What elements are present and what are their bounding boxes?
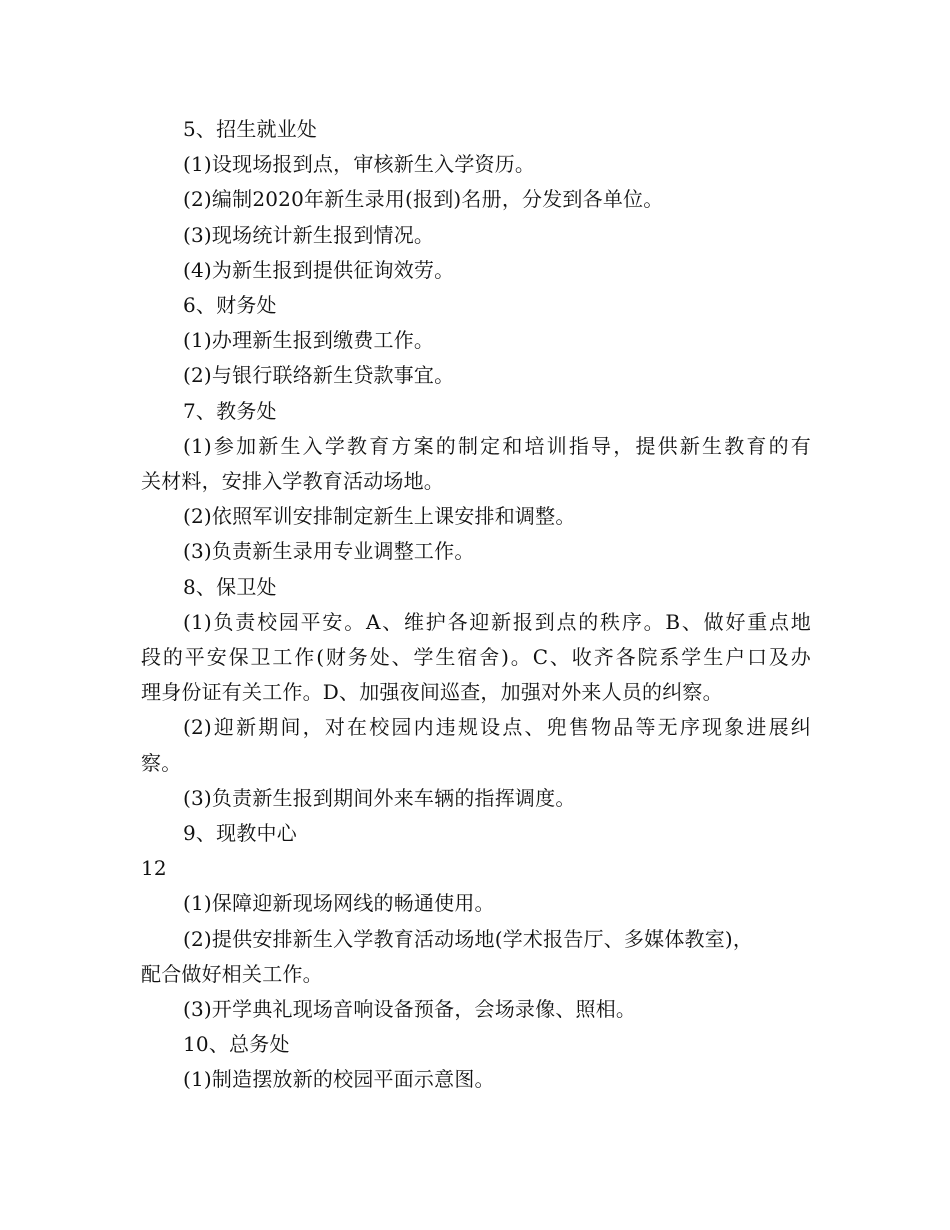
paragraph-line: (1)保障迎新现场网线的畅通使用。: [183, 891, 495, 916]
page-number: 12: [141, 856, 167, 881]
section-heading-finance: 6、财务处: [183, 293, 277, 318]
paragraph-line: 理身份证有关工作。D、加强夜间巡查，加强对外来人员的纠察。: [141, 680, 723, 705]
paragraph-line: (2)编制2020年新生录用(报到)名册，分发到各单位。: [183, 187, 664, 212]
paragraph-line: (3)现场统计新生报到情况。: [183, 222, 435, 247]
section-heading-education-center: 9、现教中心: [183, 821, 297, 846]
paragraph-line: 配合做好相关工作。: [141, 961, 323, 986]
paragraph-line: (1)制造摆放新的校园平面示意图。: [183, 1067, 495, 1092]
paragraph-line: (2)依照军训安排制定新生上课安排和调整。: [183, 504, 576, 529]
section-heading-admissions: 5、招生就业处: [183, 117, 318, 141]
paragraph-line: 关材料，安排入学教育活动场地。: [141, 469, 444, 494]
paragraph-line: (2)迎新期间，对在校园内违规设点、兜售物品等无序现象进展纠: [183, 715, 811, 740]
document-body: [141, 112, 811, 1098]
paragraph-line: 段的平安保卫工作(财务处、学生宿舍)。C、收齐各院系学生户口及办: [141, 645, 811, 670]
paragraph-line: (3)开学典礼现场音响设备预备，会场录像、照相。: [183, 997, 637, 1022]
paragraph-line: (1)设现场报到点，审核新生入学资历。: [183, 152, 536, 177]
section-heading-general-affairs: 10、总务处: [183, 1032, 290, 1057]
paragraph-line: (2)提供安排新生入学教育活动场地(学术报告厅、多媒体教室)，: [183, 926, 754, 951]
paragraph-line: (2)与银行联络新生贷款事宜。: [183, 363, 455, 388]
paragraph-line: (3)负责新生报到期间外来车辆的指挥调度。: [183, 785, 576, 810]
paragraph-line: (1)办理新生报到缴费工作。: [183, 328, 435, 353]
section-heading-security: 8、保卫处: [183, 574, 277, 599]
paragraph-line: (1)负责校园平安。A、维护各迎新报到点的秩序。B、做好重点地: [183, 609, 811, 634]
paragraph-line: (1)参加新生入学教育方案的制定和培训指导，提供新生教育的有: [183, 433, 811, 458]
paragraph-line: (4)为新生报到提供征询效劳。: [183, 257, 455, 282]
paragraph-line: (3)负责新生录用专业调整工作。: [183, 539, 475, 564]
paragraph-line: 察。: [141, 750, 182, 775]
section-heading-academic-affairs: 7、教务处: [183, 398, 277, 423]
